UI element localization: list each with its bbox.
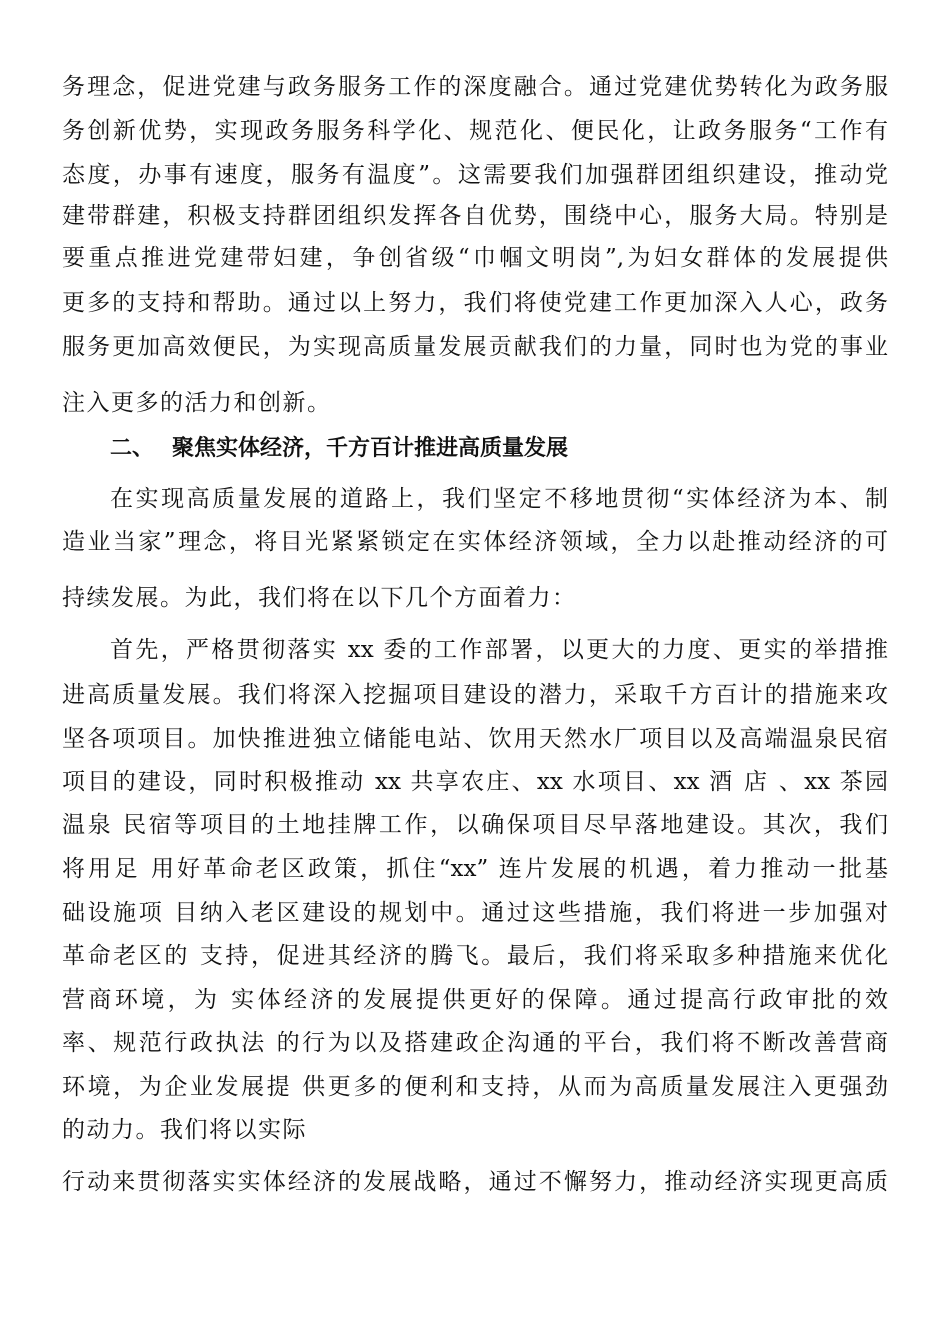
section-heading (110, 434, 888, 464)
body-text-line: 项目的建设，同时积极推动 xx 共享农庄、xx 水项目、xx 酒 店 、xx 茶园 (62, 769, 888, 795)
body-text-line: 更多的支持和帮助。通过以上努力，我们将使党建工作更加深入人心，政务 (62, 290, 888, 316)
body-text-line: 将用足 用好革命老区政策，抓住“xx” 连片发展的机遇，着力推动一批基 (62, 856, 888, 882)
body-text-line: 首先，严格贯彻落实 xx 委的工作部署，以更大的力度、更实的举措推 (110, 637, 888, 663)
body-text-line: 要重点推进党建带妇建，争创省级“巾帼文明岗”,为妇女群体的发展提供 (62, 245, 888, 271)
body-text-line: 础设施项 目纳入老区建设的规划中。通过这些措施，我们将进一步加强对 (62, 900, 888, 926)
body-text-line: 造业当家”理念，将目光紧紧锁定在实体经济领域，全力以赴推动经济的可 (62, 529, 888, 555)
body-text-line: 营商环境，为 实体经济的发展提供更好的保障。通过提高行政审批的效 (62, 987, 888, 1013)
body-text-line: 建带群建，积极支持群团组织发挥各自优势，围绕中心，服务大局。特别是 (62, 203, 888, 229)
body-text-line: 进高质量发展。我们将深入挖掘项目建设的潜力，采取千方百计的措施来攻 (62, 682, 888, 708)
body-text-line: 率、规范行政执法 的行为以及搭建政企沟通的平台，我们将不断改善营商 (62, 1030, 888, 1056)
body-text-line: 环境，为企业发展提 供更多的便利和支持，从而为高质量发展注入更强劲 (62, 1074, 888, 1100)
body-text-line: 态度，办事有速度，服务有温度”。这需要我们加强群团组织建设，推动党 (62, 162, 888, 188)
body-text-line: 革命老区的 支持，促进其经济的腾飞。最后，我们将采取多种措施来优化 (62, 943, 888, 969)
section-title: 聚焦实体经济，千方百计推进高质量发展 (172, 436, 569, 461)
body-text-line: 温泉 民宿等项目的土地挂牌工作，以确保项目尽早落地建设。其次，我们 (62, 812, 888, 838)
body-text-line: 的动力。我们将以实际 (62, 1117, 307, 1143)
section-number: 二、 (110, 436, 155, 461)
body-text-line: 在实现高质量发展的道路上，我们坚定不移地贯彻“实体经济为本、制 (110, 486, 888, 512)
body-text-line: 务理念，促进党建与政务服务工作的深度融合。通过党建优势转化为政务服 (62, 74, 888, 100)
body-text-line: 注入更多的活力和创新。 (62, 390, 332, 416)
body-text-line: 服务更加高效便民，为实现高质量发展贡献我们的力量，同时也为党的事业 (62, 334, 888, 360)
body-text-line: 持续发展。为此，我们将在以下几个方面着力： (62, 585, 577, 611)
body-text-line: 务创新优势，实现政务服务科学化、规范化、便民化，让政务服务“工作有 (62, 118, 888, 144)
body-text-line: 行动来贯彻落实实体经济的发展战略，通过不懈努力，推动经济实现更高质 (62, 1169, 888, 1195)
body-text-line: 坚各项项目。加快推进独立储能电站、饮用天然水厂项目以及高端温泉民宿 (62, 726, 888, 752)
